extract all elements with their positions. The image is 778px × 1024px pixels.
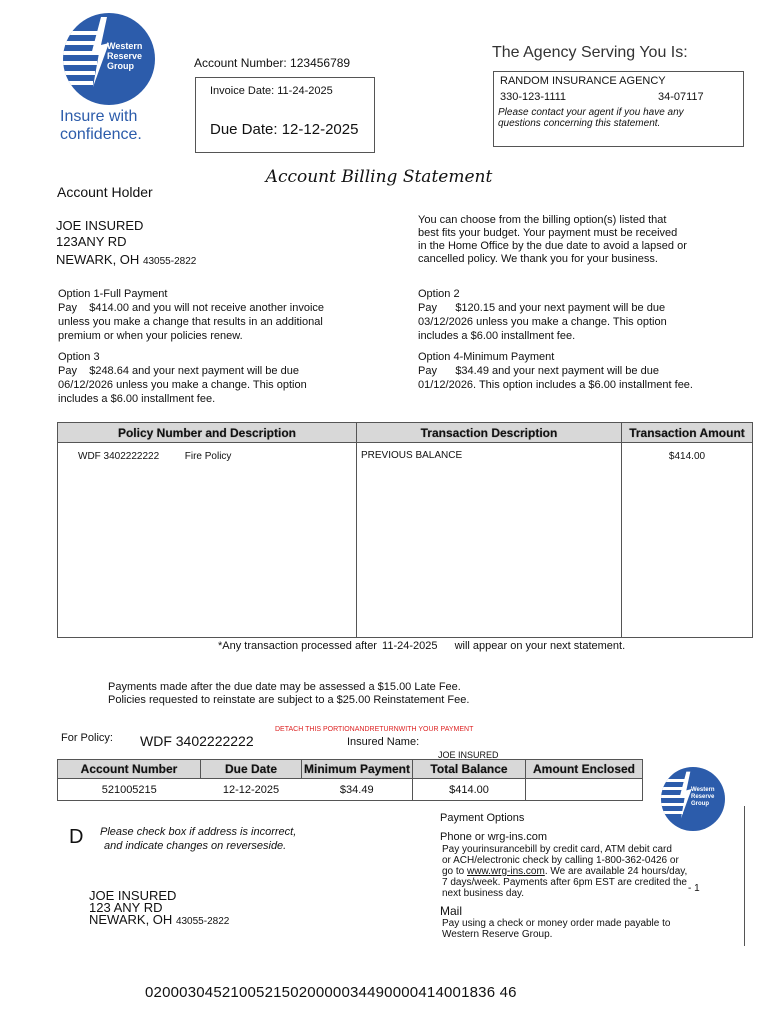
logo-line-1: Western xyxy=(107,41,143,51)
phone-instructions xyxy=(442,844,687,899)
agency-note xyxy=(498,107,684,129)
option-4-line-1: $34.49 and your next payment will be due xyxy=(455,365,659,377)
intro-line-2: best fits your budget. Your payment must be received xyxy=(418,227,678,239)
for-policy-label: For Policy: xyxy=(61,732,113,744)
option-2-line-3: includes a $6.00 installment fee. xyxy=(418,330,576,342)
payment-options-heading: Payment Options xyxy=(440,812,525,824)
billing-intro xyxy=(418,214,687,266)
insured-name-value: JOE INSURED xyxy=(438,750,499,760)
fee-line-2: Policies requested to reinstate are subject to a $25.00 Reinstatement Fee. xyxy=(108,694,470,706)
note-prefix: *Any transaction processed after xyxy=(218,640,377,652)
option-1-line-2: unless you make a change that results in an additional xyxy=(58,316,323,328)
stub-total-value: $414.00 xyxy=(413,779,526,801)
option-2-line-2: 03/12/2026 unless you make a change. This option xyxy=(418,316,667,328)
due-date-row xyxy=(210,121,358,138)
account-holder-label: Account Holder xyxy=(57,184,153,200)
agency-note-line-2: questions concerning this statement. xyxy=(498,118,661,129)
stub-due-date-value: 12-12-2025 xyxy=(222,783,280,796)
option-3-title: Option 3 xyxy=(58,351,100,363)
intro-line-3: in the Home Office by the due date to avoid a lapsed or xyxy=(418,240,687,252)
address-note-line-1: Please check box if address is incorrect, xyxy=(100,826,297,838)
tagline-line-2: confidence. xyxy=(60,126,142,143)
stub-amount-enclosed-field[interactable] xyxy=(526,779,643,801)
option-4-pay: Pay xyxy=(418,365,437,377)
stub-divider xyxy=(744,806,745,946)
row-policy-number: WDF 3402222222 xyxy=(78,451,160,462)
holder-address xyxy=(56,218,196,270)
phone-line-1: Pay yourinsurancebill by credit card, ATM debit card xyxy=(442,844,672,855)
option-2 xyxy=(418,287,667,343)
detach-notice: DETACH THIS PORTIONANDRETURNWITH YOUR PAYMENT xyxy=(275,726,474,733)
transaction-table xyxy=(57,422,753,638)
mail-line-1: Pay using a check or money order made payable to xyxy=(442,918,671,929)
stub-logo-line-1: Western xyxy=(691,787,715,793)
mail-name: JOE INSURED xyxy=(89,888,177,903)
stub-col-total: Total Balance xyxy=(413,760,526,779)
page-title: Account Billing Statement xyxy=(265,167,493,187)
option-4 xyxy=(418,350,693,392)
intro-line-4: cancelled policy. We thank you for your business. xyxy=(418,253,658,265)
payment-stub-table xyxy=(57,759,643,801)
note-date: 11-24-2025 xyxy=(382,640,438,652)
insured-name-label: Insured Name: xyxy=(347,736,420,748)
tagline-line-1: Insure with xyxy=(60,108,138,125)
stub-account-value: 521005215 xyxy=(101,783,157,796)
agency-name: RANDOM INSURANCE AGENCY xyxy=(500,75,666,87)
transaction-note xyxy=(218,640,625,653)
mailing-address xyxy=(89,890,229,928)
mail-instructions xyxy=(442,918,670,940)
logo-line-2: Reserve xyxy=(107,51,143,61)
mail-street: 123 ANY RD xyxy=(89,900,163,915)
phone-heading: Phone or wrg-ins.com xyxy=(440,831,547,843)
stub-logo-line-2: Reserve xyxy=(691,794,715,800)
holder-street: 123ANY RD xyxy=(56,234,127,249)
stub-minimum-value: $34.49 xyxy=(302,779,413,801)
mail-line-2: Western Reserve Group. xyxy=(442,929,553,940)
stub-logo-line-3: Group xyxy=(691,801,709,807)
holder-name: JOE INSURED xyxy=(56,218,144,233)
intro-line-1: You can choose from the billing option(s) listed that xyxy=(418,214,667,226)
option-3 xyxy=(58,350,307,406)
holder-zip: 43055-2822 xyxy=(142,256,197,267)
option-3-line-3: includes a $6.00 installment fee. xyxy=(58,393,216,405)
address-correction-note xyxy=(100,825,296,853)
page-mark: - 1 xyxy=(688,883,700,894)
option-3-pay: Pay xyxy=(58,365,77,377)
website-link[interactable]: www.wrg-ins.com xyxy=(467,866,545,877)
option-4-title: Option 4-Minimum Payment xyxy=(418,351,555,363)
note-suffix: will appear on your next statement. xyxy=(454,640,626,652)
fee-line-1: Payments made after the due date may be assessed a $15.00 Late Fee. xyxy=(108,681,461,693)
invoice-date: Invoice Date: 11-24-2025 xyxy=(210,85,333,97)
col-policy-header: Policy Number and Description xyxy=(58,423,357,443)
phone-line-3b: . We are available 24 hours/day, xyxy=(544,866,688,877)
option-2-line-1: $120.15 and your next payment will be due xyxy=(455,302,666,314)
logo-line-3: Group xyxy=(107,61,134,71)
option-2-title: Option 2 xyxy=(418,288,460,300)
stub-col-minimum: Minimum Payment xyxy=(302,760,413,779)
row-amount: $414.00 xyxy=(668,451,706,462)
company-logo xyxy=(63,13,155,105)
agency-code: 34-07117 xyxy=(658,91,704,103)
option-4-line-2: 01/12/2026. This option includes a $6.00 installment fee. xyxy=(418,379,693,391)
stub-policy: WDF 3402222222 xyxy=(140,733,254,749)
stub-logo xyxy=(661,767,725,831)
mail-city: NEWARK, OH xyxy=(89,912,173,927)
agency-note-line-1: Please contact your agent if you have any xyxy=(498,107,684,118)
row-policy-desc: Fire Policy xyxy=(184,451,232,462)
mail-heading: Mail xyxy=(440,904,463,918)
table-row xyxy=(58,443,753,638)
option-1-title: Option 1-Full Payment xyxy=(58,288,168,300)
holder-city: NEWARK, OH xyxy=(56,252,140,267)
phone-line-3a: go to xyxy=(442,866,468,877)
stub-col-due-date: Due Date xyxy=(201,760,302,779)
option-1 xyxy=(58,287,324,343)
option-3-line-2: 06/12/2026 unless you make a change. This option xyxy=(58,379,307,391)
agency-heading: The Agency Serving You Is: xyxy=(492,44,688,61)
col-transaction-header: Transaction Description xyxy=(357,423,622,443)
option-1-pay: Pay xyxy=(58,302,77,314)
due-date-value: 12-12-2025 xyxy=(281,121,359,138)
address-correction-checkbox[interactable]: D xyxy=(69,826,84,848)
logo-tagline xyxy=(60,108,142,144)
col-amount-header: Transaction Amount xyxy=(622,423,753,443)
phone-line-4: 7 days/week. Payments after 6pm EST are credited the xyxy=(442,877,687,888)
option-2-pay: Pay xyxy=(418,302,437,314)
fee-notice xyxy=(108,681,469,707)
stub-col-enclosed: Amount Enclosed xyxy=(526,760,643,779)
mail-zip: 43055-2822 xyxy=(175,916,230,927)
option-1-line-3: premium or when your policies renew. xyxy=(58,330,243,342)
scanline: 02000304521005215020000034490000414001836 46 xyxy=(145,984,517,1001)
phone-line-5: next business day. xyxy=(442,888,525,899)
address-note-line-2: and indicate changes on reverseside. xyxy=(104,840,287,852)
agency-phone: 330-123-1111 xyxy=(500,91,567,103)
table-row xyxy=(58,779,643,801)
stub-col-account: Account Number xyxy=(58,760,201,779)
option-3-line-1: $248.64 and your next payment will be due xyxy=(89,365,299,377)
option-1-line-1: $414.00 and you will not receive another invoice xyxy=(89,302,325,314)
account-number: Account Number: 123456789 xyxy=(194,56,351,70)
phone-line-2: or ACH/electronic check by calling 1-800-362-0426 or xyxy=(442,855,679,866)
row-transaction: PREVIOUS BALANCE xyxy=(357,443,622,638)
due-date-label: Due Date: xyxy=(210,121,278,138)
